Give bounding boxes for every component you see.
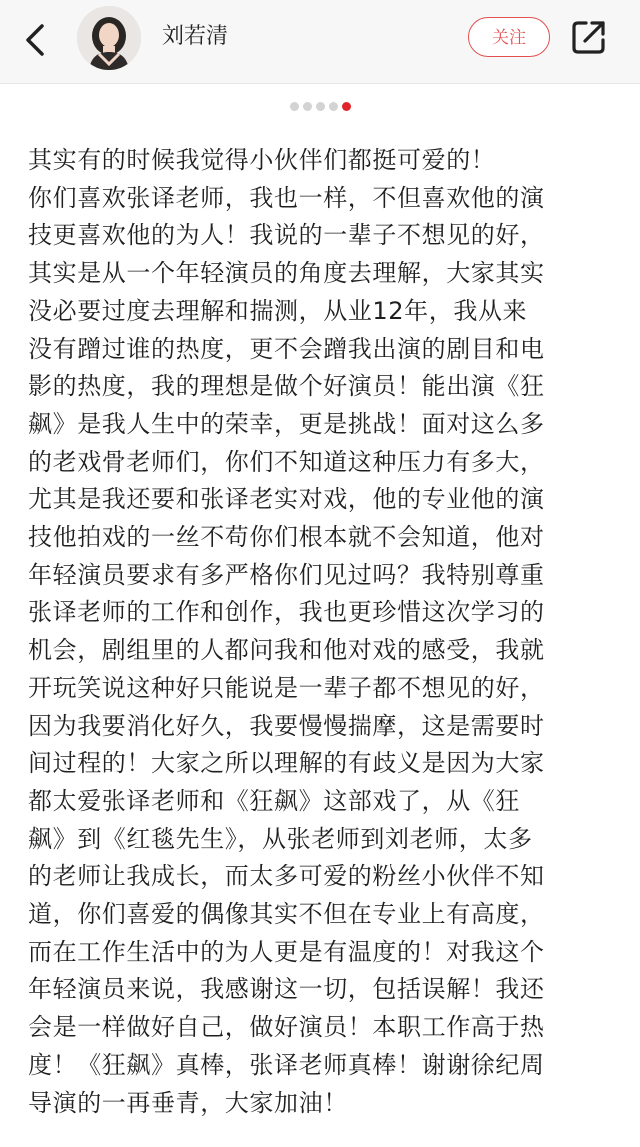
carousel-indicator [0, 102, 640, 116]
post-text-line: 都太爱张译老师和《狂飙》这部戏了，从《狂 [28, 786, 520, 815]
share-button[interactable] [570, 18, 608, 56]
user-name[interactable]: 刘若清 [162, 24, 229, 49]
post-text-line: 因为我要消化好久，我要慢慢揣摩，这是需要时 [28, 711, 545, 740]
post-text-line: 影的热度，我的理想是做个好演员！能出演《狂 [28, 372, 545, 401]
post-text-line: 飙》到《红毯先生》，从张老师到刘老师，太多 [28, 824, 533, 853]
top-bar [0, 0, 640, 84]
post-text-line: 会是一样做好自己，做好演员！本职工作高于热 [28, 1013, 545, 1042]
post-text-line: 导演的一再垂青，大家加油！ [28, 1088, 348, 1117]
post-text-line: 张译老师的工作和创作，我也更珍惜这次学习的 [28, 598, 545, 627]
post-text-line: 间过程的！大家之所以理解的有歧义是因为大家 [28, 749, 545, 778]
post-text-line: 而在工作生活中的为人更是有温度的！对我这个 [28, 937, 545, 966]
post-text-line: 技更喜欢他的为人！我说的一辈子不想见的好， [28, 221, 545, 250]
post-text [28, 142, 618, 1122]
post-text-line: 道，你们喜爱的偶像其实不但在专业上有高度， [28, 900, 545, 929]
post-text-line: 开玩笑说这种好只能说是一辈子都不想见的好， [28, 673, 545, 702]
carousel-dot[interactable] [316, 102, 325, 111]
back-button[interactable] [20, 20, 52, 60]
follow-button[interactable]: 关注 [468, 17, 550, 57]
post-text-line: 没有蹭过谁的热度，更不会蹭我出演的剧目和电 [28, 334, 545, 363]
post-text-line: 飙》是我人生中的荣幸，更是挑战！面对这么多 [28, 409, 545, 438]
post-text-line: 年轻演员要求有多严格你们见过吗？我特别尊重 [28, 560, 545, 589]
post-text-line: 机会，剧组里的人都问我和他对戏的感受，我就 [28, 636, 545, 665]
chevron-left-icon [20, 20, 52, 60]
carousel-dot[interactable] [329, 102, 338, 111]
post-text-line: 其实是从一个年轻演员的角度去理解，大家其实 [28, 259, 545, 288]
post-text-line: 其实有的时候我觉得小伙伴们都挺可爱的！ [28, 146, 496, 174]
post-text-line: 的老师让我成长，而太多可爱的粉丝小伙伴不知 [28, 862, 545, 891]
post-text-line: 你们喜欢张译老师，我也一样，不但喜欢他的演 [28, 183, 545, 212]
carousel-dot[interactable] [342, 102, 351, 111]
post-text-line: 年轻演员来说，我感谢这一切，包括误解！我还 [28, 975, 545, 1004]
avatar[interactable] [77, 6, 141, 70]
post-text-line: 技他拍戏的一丝不苟你们根本就不会知道，他对 [28, 523, 545, 552]
user-avatar-icon [77, 6, 141, 70]
post-text-line: 没必要过度去理解和揣测，从业12年，我从来 [28, 296, 528, 325]
post-text-line: 度！《狂飙》真棒，张译老师真棒！谢谢徐纪周 [28, 1050, 545, 1079]
post-text-line: 的老戏骨老师们，你们不知道这种压力有多大， [28, 447, 545, 476]
share-external-icon [570, 18, 608, 56]
post-text-line: 尤其是我还要和张译老实对戏，他的专业他的演 [28, 485, 545, 514]
carousel-dot[interactable] [290, 102, 299, 111]
carousel-dot[interactable] [303, 102, 312, 111]
